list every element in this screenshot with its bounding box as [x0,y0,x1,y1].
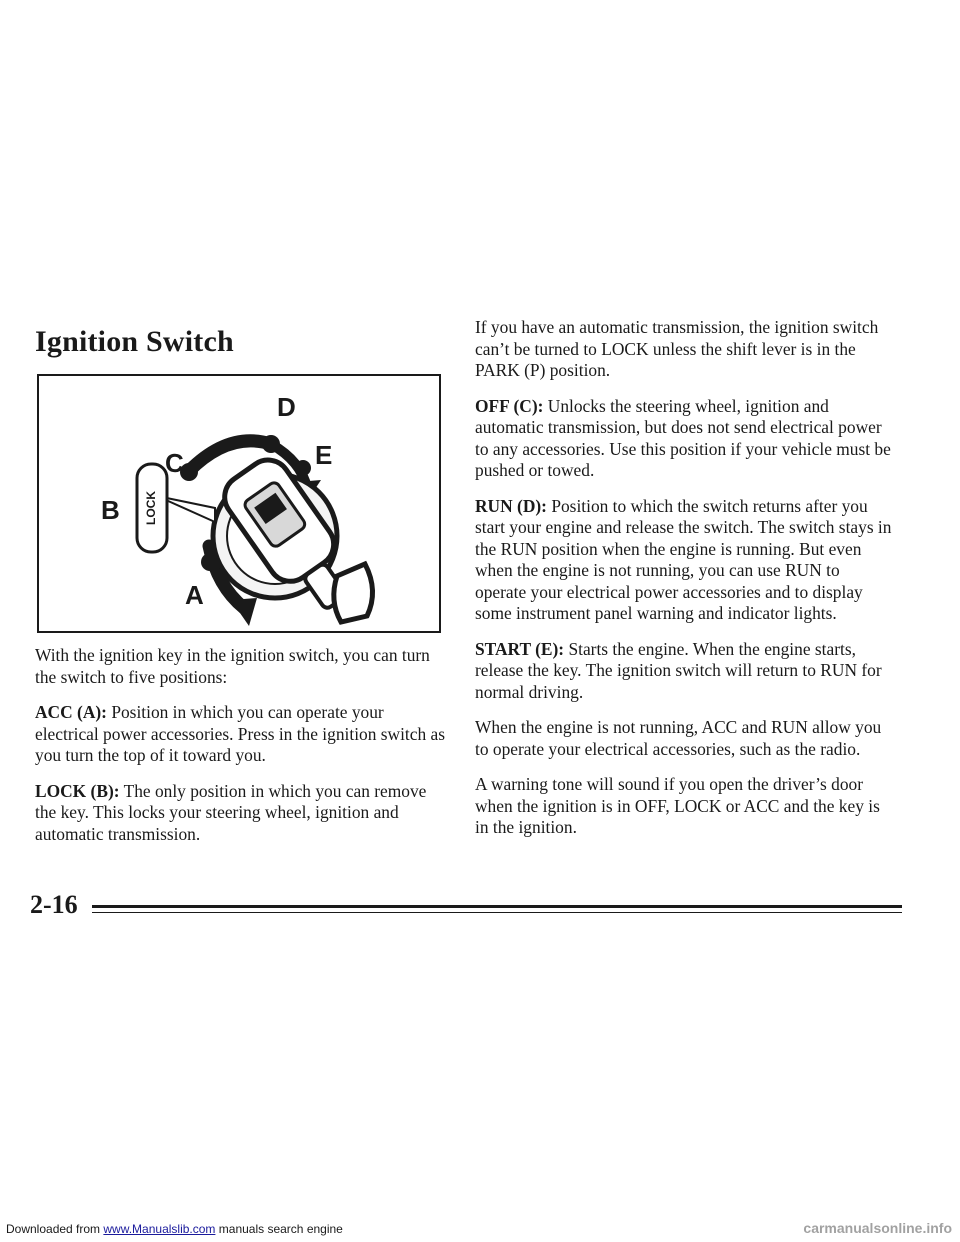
position-label-e: E [315,440,333,470]
manualslib-link[interactable]: www.Manualslib.com [103,1222,216,1236]
position-label-b: B [101,495,120,525]
off-term: OFF (C): [475,395,544,416]
position-label-d: D [277,392,296,422]
ignition-switch-illustration [37,374,441,633]
site-watermark: carmanualsonline.info [803,1220,952,1236]
dot-d [262,435,280,453]
acc-text: Position in which you can operate your electrical power accessories. Press in the ignition switch as you turn the top of it toward you. [35,702,446,765]
run-term: RUN (D): [475,495,547,516]
transmission-note: If you have an automatic transmission, the ignition switch can’t be turned to LOCK unless the shift lever is in the PARK (P) position. [475,317,879,380]
lock-term: LOCK (B): [35,780,120,801]
credit-prefix: Downloaded from [6,1222,104,1236]
left-column [35,645,445,859]
off-text: Unlocks the steering wheel, ignition and automatic transmission, but does not send electrical power to any accessories. Use this position if your vehicle must be pushed or towed. [475,395,891,480]
right-column [475,317,895,853]
start-paragraph [475,639,895,704]
start-term: START (E): [475,638,565,659]
acc-term: ACC (A): [35,702,107,722]
arrow-a [231,598,257,626]
accessories-paragraph: When the engine is not running, ACC and RUN allow you to operate your electrical accessories, such as the radio. [475,717,882,759]
warning-tone-paragraph: A warning tone will sound if you open the driver’s door when the ignition is in OFF, LOCK or ACC and the key is in the ignition. [475,774,880,837]
page-footer [30,890,900,930]
download-credit [6,1222,343,1236]
lock-text: The only position in which you can remove the key. This locks your steering wheel, ignition and automatic transmission. [35,780,427,844]
run-paragraph [475,496,895,625]
credit-suffix: manuals search engine [215,1222,343,1236]
page-number: 2-16 [30,890,78,919]
dot-e [295,460,311,476]
intro-paragraph: With the ignition key in the ignition switch, you can turn the switch to five positions: [35,645,430,687]
start-text: Starts the engine. When the engine starts, release the key. The ignition switch will return to RUN for normal driving. [475,638,882,702]
run-text: Position to which the switch returns after you start your engine and release the switch. The switch stays in the RUN position when the engine is running. But even when the engine is not running, you can use RUN to operate your electrical power accessories and to display some instrument panel warning and indicator lights. [475,495,892,623]
key-bow-lower [334,564,373,622]
lock-paragraph [35,781,445,846]
acc-paragraph [35,702,445,767]
position-label-c: C [165,448,184,478]
off-paragraph [475,396,895,482]
lock-capsule-label: LOCK [144,491,159,525]
page-title: Ignition Switch [35,325,234,358]
footer-rule-thick [92,905,902,908]
footer-rule-thin [92,912,902,913]
position-label-a: A [185,580,204,610]
